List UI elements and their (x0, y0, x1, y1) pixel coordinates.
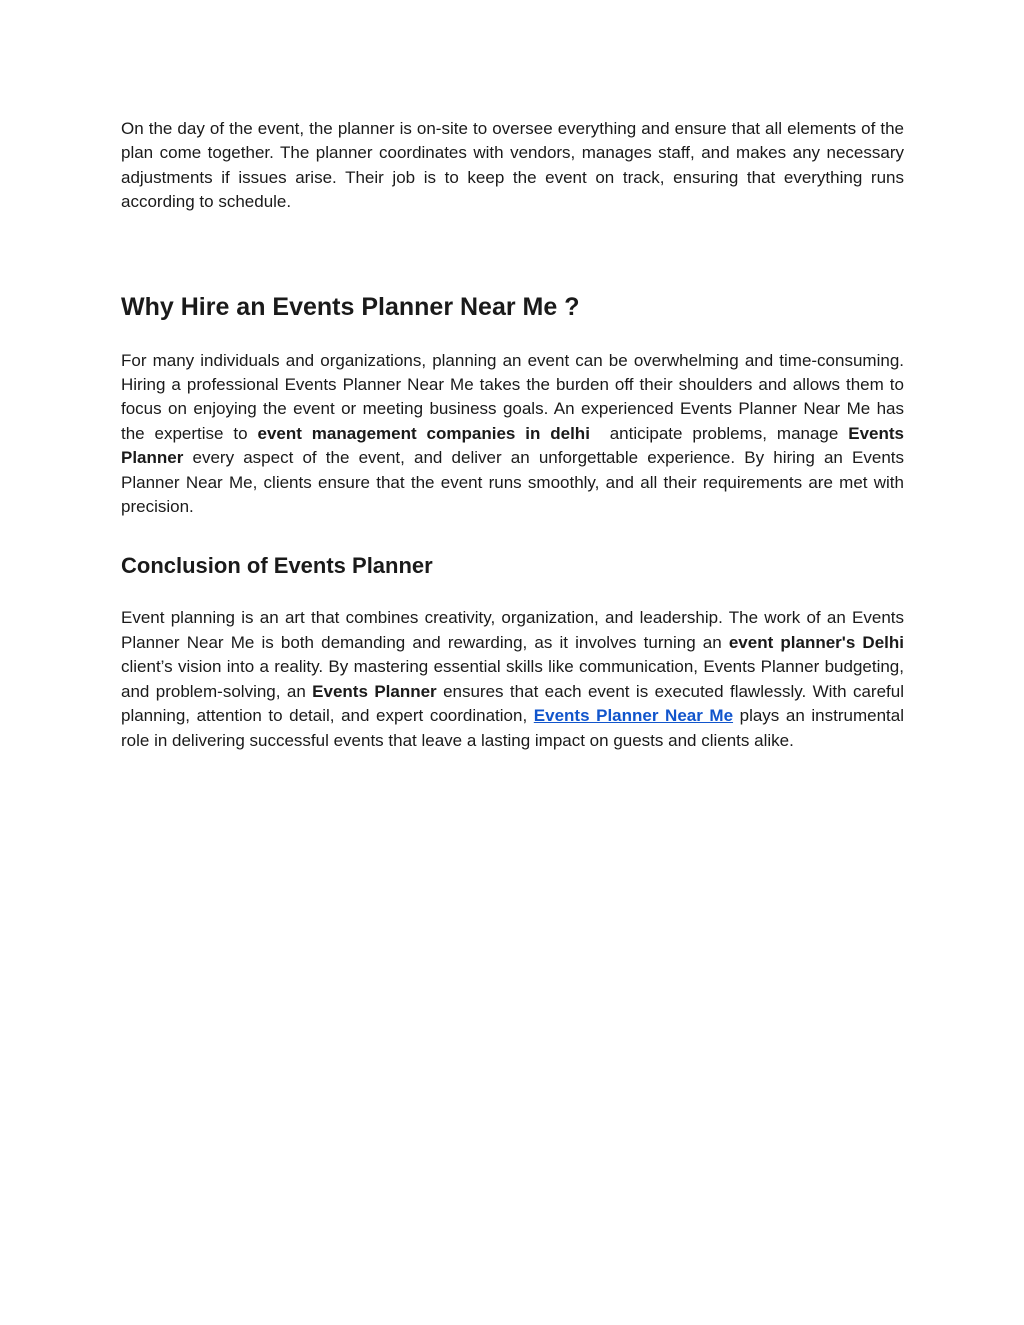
document-page (121, 117, 904, 753)
conclusion-paragraph (121, 606, 904, 752)
why-bold-events-planner: Events Planner (121, 423, 904, 468)
conclusion-heading: Conclusion of Events Planner (121, 553, 433, 579)
why-hire-heading: Why Hire an Events Planner Near Me ? (121, 292, 580, 321)
conclusion-text-1: Event planning is an art that combines creativity, organization, and leadership. The work of an Events Planner Near Me is both demanding and rewarding, as it involves turning an (121, 608, 904, 652)
conclusion-bold-events-planner: Events Planner (312, 681, 437, 701)
conclusion-text-4: plays an instrumental role in delivering successful events that leave a lasting impact on guests and clients alike. (121, 706, 904, 750)
conclusion-bold-delhi: event planner's Delhi (728, 632, 904, 652)
why-bold-companies: event management companies in delhi (257, 423, 590, 443)
why-hire-paragraph (121, 349, 904, 520)
why-text-2: anticipate problems, manage (589, 423, 849, 443)
why-text-3: every aspect of the event, and deliver an unforgettable experience. By hiring an Events Planner Near Me, clients ensure that the event runs smoothly, and all their requirements are met with precision. (121, 448, 904, 517)
intro-text: On the day of the event, the planner is on-site to oversee everything and ensure that all elements of the plan come together. The planner coordinates with vendors, manages staff, and makes any necessary adjustments if issues arise. Their job is to keep the event on track, ensuring that everything runs according to schedule. (121, 119, 904, 212)
conclusion-text-2: client’s vision into a reality. By mastering essential skills like communication, Events Planner budgeting, and problem-solving, an (121, 657, 904, 701)
why-text-1: For many individuals and organizations, planning an event can be overwhelming and time-consuming. Hiring a professional Events Planner Near Me takes the burden off their shoulders and allows them to focus on enjoying the event or meeting business goals. An experienced Events Planner Near Me has the expertise to (121, 350, 904, 443)
intro-paragraph (121, 117, 904, 215)
conclusion-text-3: ensures that each event is executed flawlessly. With careful planning, attention to detail, and expert coordination, (121, 681, 904, 726)
events-planner-near-me-link[interactable]: Events Planner Near Me (533, 706, 734, 726)
